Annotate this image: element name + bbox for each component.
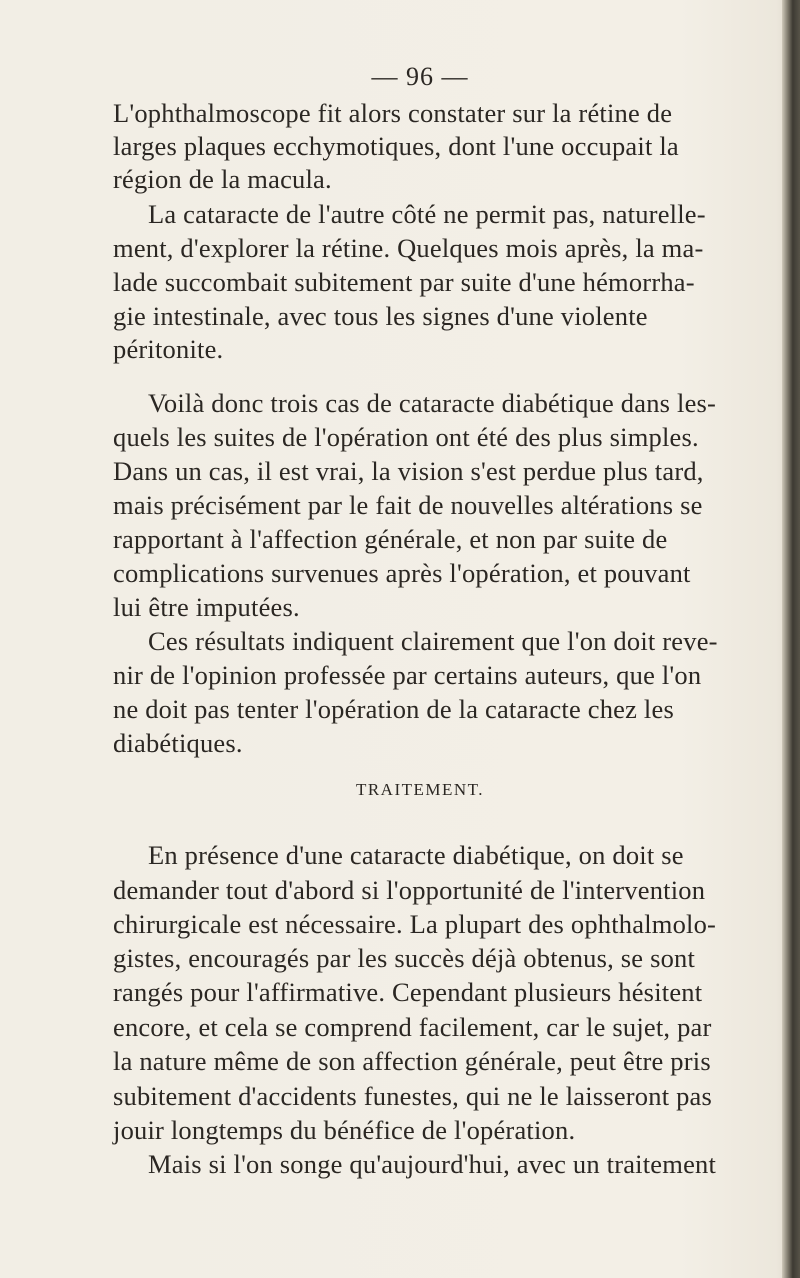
page-edge-shadow (782, 0, 800, 1278)
text-line: Mais si l'on songe qu'aujourd'hui, avec un traitement (148, 1149, 717, 1179)
text-line: nir de l'opinion professée par certains auteurs, que l'on (113, 660, 702, 690)
text-line: Dans un cas, il est vrai, la vision s'est perdue plus tard, (113, 456, 704, 486)
text-line: La cataracte de l'autre côté ne permit pas, naturelle- (148, 199, 706, 229)
text-line: quels les suites de l'opération ont été des plus simples. (113, 422, 699, 452)
text-line: complications survenues après l'opération, et pouvant (113, 558, 691, 588)
text-line: jouir longtemps du bénéfice de l'opération. (113, 1115, 576, 1145)
text-line: gistes, encouragés par les succès déjà obtenus, se sont (113, 943, 696, 973)
section-heading: TRAITEMENT. (355, 780, 485, 799)
text-line: lade succombait subitement par suite d'une hémorrha- (113, 267, 695, 297)
text-line: Ces résultats indiquent clairement que l'on doit reve- (148, 626, 718, 656)
text-line: subitement d'accidents funestes, qui ne le laisseront pas (113, 1081, 713, 1111)
text-line: rapportant à l'affection générale, et non par suite de (113, 524, 668, 554)
text-line: encore, et cela se comprend facilement, car le sujet, par (113, 1012, 712, 1042)
text-line: chirurgicale est nécessaire. La plupart des ophthalmolo- (113, 909, 717, 939)
text-line: Voilà donc trois cas de cataracte diabétique dans les- (148, 388, 717, 418)
text-line: ne doit pas tenter l'opération de la cataracte chez les (113, 694, 674, 724)
text-line: diabétiques. (113, 728, 243, 758)
text-line: mais précisément par le fait de nouvelles altérations se (113, 490, 703, 520)
text-line: En présence d'une cataracte diabétique, on doit se (148, 840, 684, 870)
text-line: péritonite. (113, 334, 224, 364)
text-line: région de la macula. (113, 164, 332, 194)
text-line: ment, d'explorer la rétine. Quelques mois après, la ma- (113, 233, 704, 263)
text-line: rangés pour l'affirmative. Cependant plusieurs hésitent (113, 977, 703, 1007)
text-line: la nature même de son affection générale, peut être pris (113, 1046, 711, 1076)
text-line: demander tout d'abord si l'opportunité de l'intervention (113, 875, 706, 905)
page-number: — 96 — (371, 62, 469, 91)
text-line: lui être imputées. (113, 592, 300, 622)
text-line: L'ophthalmoscope fit alors constater sur la rétine de (113, 98, 673, 128)
text-line: larges plaques ecchymotiques, dont l'une occupait la (113, 131, 679, 161)
text-line: gie intestinale, avec tous les signes d'une violente (113, 301, 648, 331)
